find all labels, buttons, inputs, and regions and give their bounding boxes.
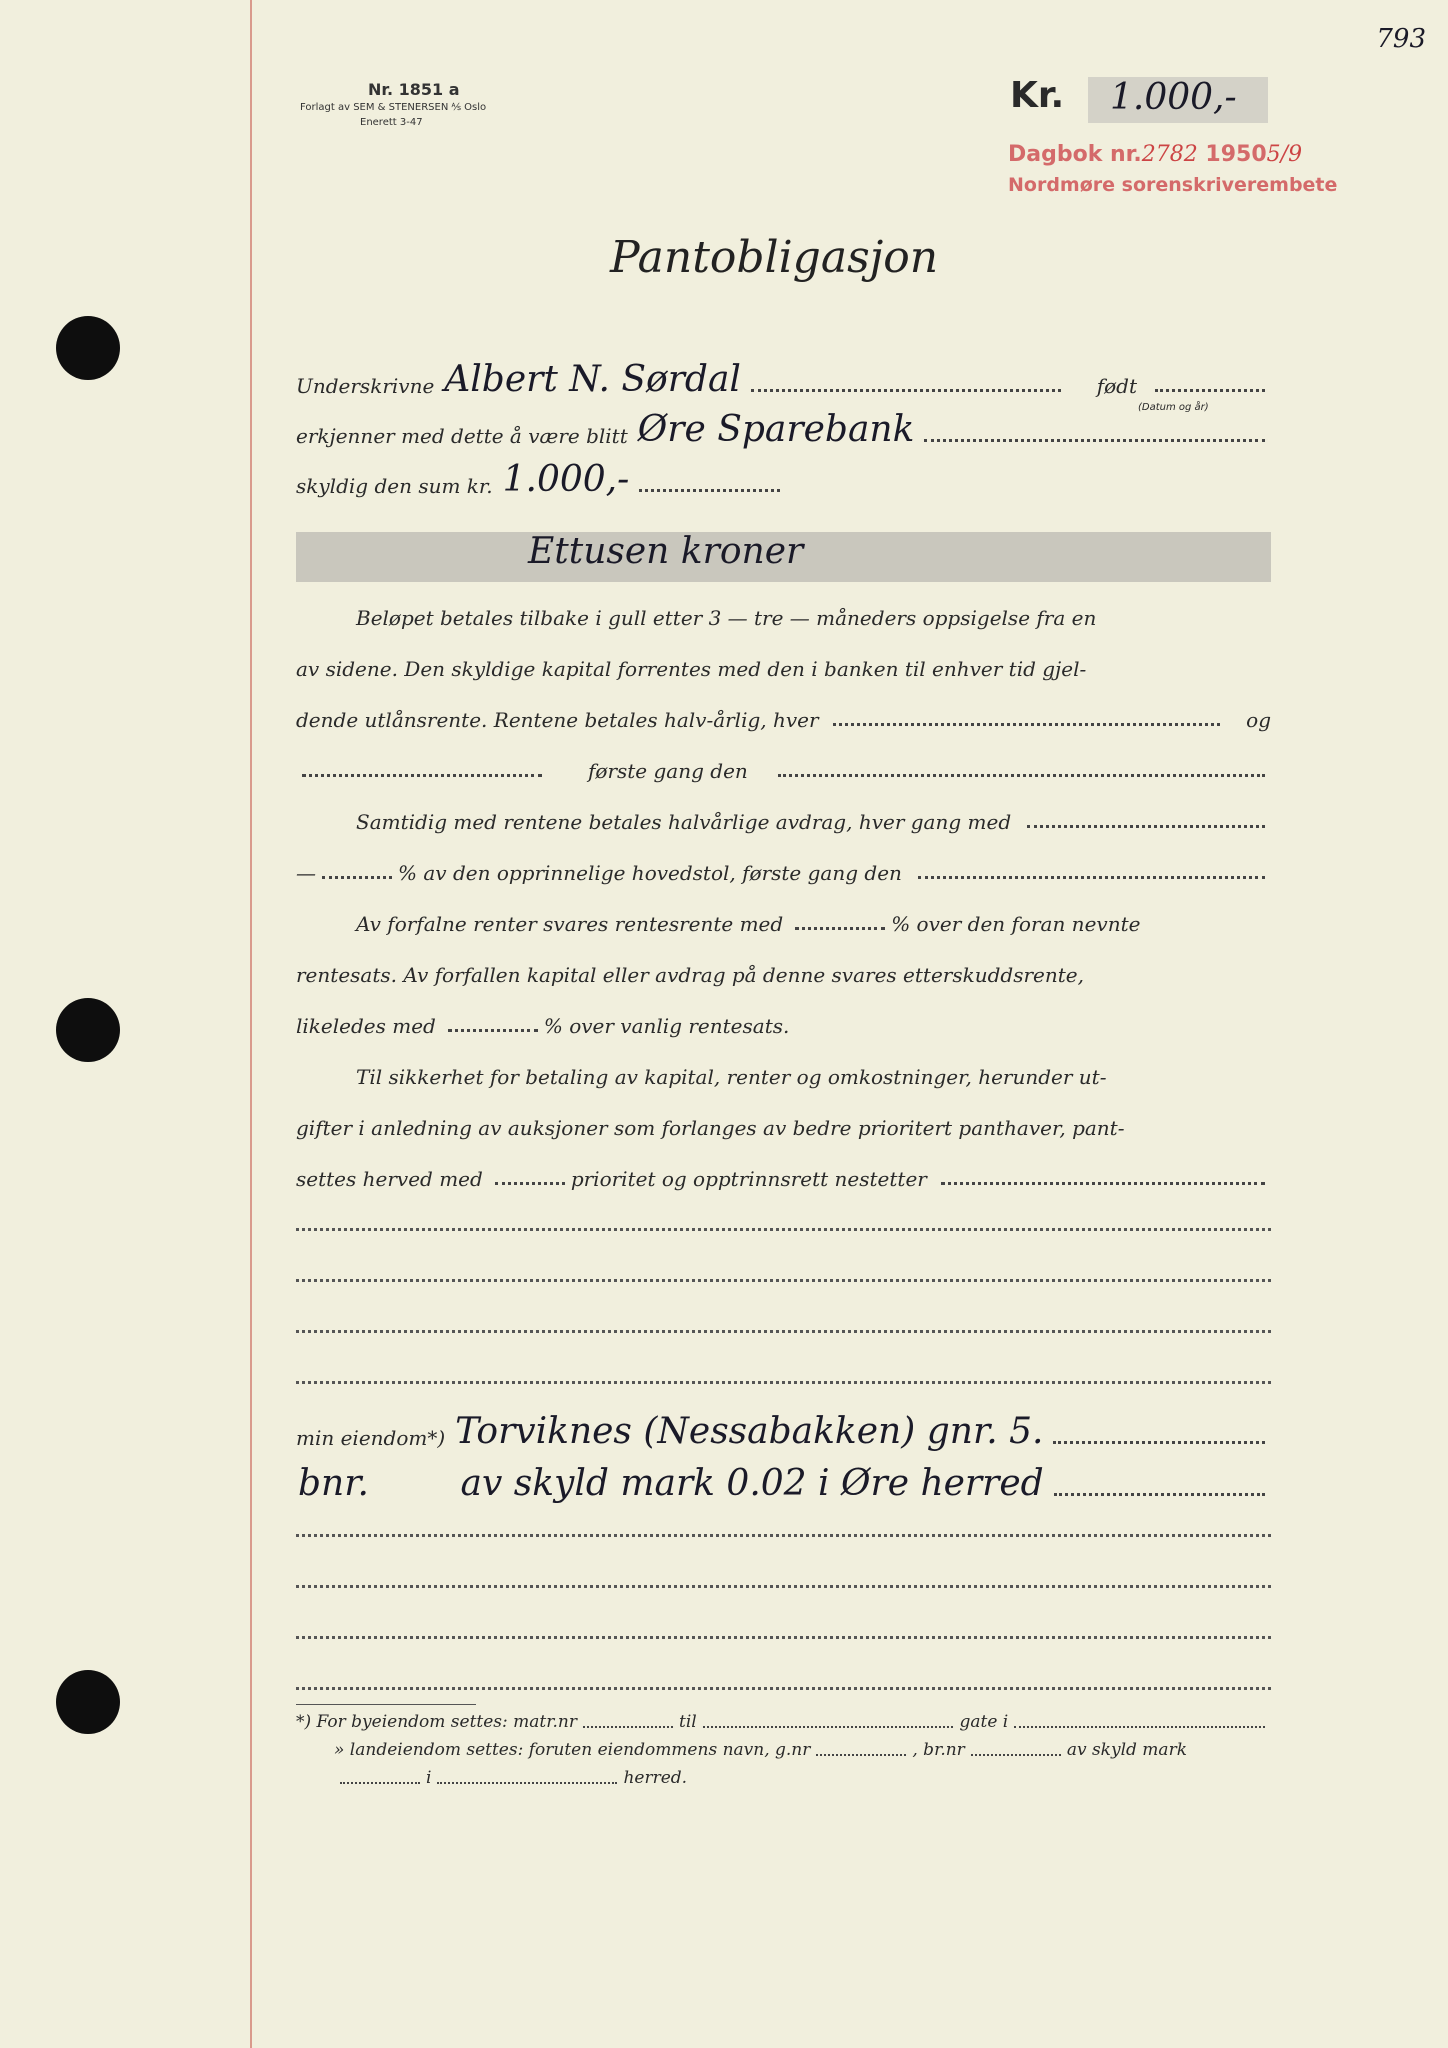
dotted-line xyxy=(703,1725,954,1728)
undersigned-value: Albert N. Sørdal xyxy=(444,359,741,400)
text-line xyxy=(296,692,1271,732)
blank-dotted-line xyxy=(296,1380,1271,1384)
dotted-line xyxy=(583,1725,673,1728)
text-line-content: prioritet og opptrinnsrett nestetter xyxy=(570,1167,927,1191)
property-label: min eiendom*) xyxy=(296,1426,446,1450)
page-number: 793 xyxy=(1376,24,1426,54)
form-number: Nr. 1851 a xyxy=(368,80,460,99)
text-line-content: Av forfalne renter svares rentesrente med xyxy=(356,912,784,936)
text-line-content: Til sikkerhet for betaling av kapital, renter og omkostninger, herunder ut- xyxy=(356,1065,1107,1089)
text-line-content: av sidene. Den skyldige kapital forrentes med den i banken til enhver tid gjel- xyxy=(296,657,1087,681)
amount-words-bar xyxy=(296,532,1271,582)
footnote-text: » landeiendom settes: foruten eiendommens navn, g.nr xyxy=(334,1740,811,1760)
stamp-year: 1950 xyxy=(1205,142,1267,167)
text-line xyxy=(296,947,1271,987)
property-row xyxy=(296,1410,1271,1450)
text-line xyxy=(296,743,1271,783)
text-line-content: settes herved med xyxy=(296,1167,483,1191)
footnote-text: gate i xyxy=(959,1712,1009,1732)
dotted-line xyxy=(795,926,885,930)
punch-hole xyxy=(56,1670,120,1734)
text-line xyxy=(296,1100,1271,1140)
text-line-content: Samtidig med rentene betales halvårlige avdrag, hver gang med xyxy=(356,810,1012,834)
text-line-content: % over den foran nevnte xyxy=(891,912,1141,936)
creditor-value: Øre Sparebank xyxy=(637,409,915,450)
text-line xyxy=(356,896,1271,936)
dotted-line xyxy=(924,438,1265,442)
dotted-line xyxy=(1053,1440,1265,1444)
owe-row xyxy=(296,458,786,498)
margin-rule xyxy=(250,0,252,2048)
text-line-content: — xyxy=(296,861,316,885)
undersigned-label: Underskrivne xyxy=(296,374,435,398)
owe-label: skyldig den sum kr. xyxy=(296,474,493,498)
dotted-line xyxy=(340,1781,420,1784)
text-line xyxy=(356,794,1271,834)
born-hint: (Datum og år) xyxy=(1138,402,1209,413)
born-label: født xyxy=(1096,374,1137,398)
text-line-content: gifter i anledning av auksjoner som forlanges av bedre prioritert panthaver, pant- xyxy=(296,1116,1125,1140)
dotted-line xyxy=(918,875,1265,879)
dotted-line xyxy=(971,1753,1061,1756)
blank-dotted-line xyxy=(296,1584,1271,1588)
blank-dotted-line xyxy=(296,1533,1271,1537)
text-line-content: % over vanlig rentesats. xyxy=(543,1014,790,1038)
dagbok-number: 2782 xyxy=(1141,142,1198,167)
dagbok-label: Dagbok nr. xyxy=(1008,142,1142,167)
text-line-content: rentesats. Av forfallen kapital eller avdrag på denne svares etterskuddsrente, xyxy=(296,963,1084,987)
footnote-line xyxy=(334,1740,1271,1760)
stamp-office: Nordmøre sorenskriverembete xyxy=(1008,174,1338,196)
text-line xyxy=(296,998,876,1038)
text-line-content: likeledes med xyxy=(296,1014,436,1038)
publisher-line: Forlagt av SEM & STENERSEN ⅍ Oslo xyxy=(300,102,487,113)
footnote-line xyxy=(296,1712,1271,1732)
form-meta xyxy=(300,80,486,129)
document-title: Pantobligasjon xyxy=(610,232,939,283)
text-line xyxy=(356,1049,1271,1089)
footnote-rule xyxy=(296,1704,476,1705)
registry-stamp xyxy=(1008,140,1337,200)
punch-hole xyxy=(56,998,120,1062)
dotted-line xyxy=(833,722,1221,726)
undersigned-row xyxy=(296,358,1271,398)
dotted-line xyxy=(1014,1725,1265,1728)
blank-dotted-line xyxy=(296,1278,1271,1282)
dotted-line xyxy=(639,488,780,492)
text-line-content: dende utlånsrente. Rentene betales halv-årlig, hver xyxy=(296,708,819,732)
dotted-line xyxy=(1027,824,1265,828)
text-line xyxy=(296,641,1271,681)
dotted-line xyxy=(751,388,1061,392)
blank-dotted-line xyxy=(296,1329,1271,1333)
dotted-line xyxy=(1054,1492,1265,1496)
owe-value: 1.000,- xyxy=(502,459,630,500)
footnote-text: til xyxy=(679,1712,697,1732)
property-value: Torviknes (Nessabakken) gnr. 5. xyxy=(455,1411,1044,1452)
dotted-line xyxy=(448,1028,538,1032)
text-line xyxy=(296,845,1271,885)
publisher-line: Enerett 3-47 xyxy=(360,117,423,128)
property-value: bnr. av skyld mark 0.02 i Øre herred xyxy=(298,1463,1044,1504)
dotted-line xyxy=(1155,388,1265,392)
dotted-line xyxy=(322,875,392,879)
text-line-content: % av den opprinnelige hovedstol, første gang den xyxy=(398,861,902,885)
property-row xyxy=(296,1462,1271,1502)
dotted-line xyxy=(495,1181,565,1185)
stamp-date: 5/9 xyxy=(1266,142,1303,167)
dotted-line xyxy=(302,773,542,777)
footnote-line xyxy=(334,1768,794,1788)
amount-label: Kr. xyxy=(1010,75,1065,116)
text-line xyxy=(356,590,1271,630)
blank-dotted-line xyxy=(296,1635,1271,1639)
text-line-content: første gang den xyxy=(588,759,748,783)
dotted-line xyxy=(941,1181,1265,1185)
amount-block xyxy=(1010,75,1237,118)
text-line-content: Beløpet betales tilbake i gull etter 3 — tre — måneders oppsigelse fra en xyxy=(356,606,1097,630)
dotted-line xyxy=(816,1753,906,1756)
punch-hole xyxy=(56,316,120,380)
footnote-text: *) For byeiendom settes: matr.nr xyxy=(296,1712,577,1732)
amount-value: 1.000,- xyxy=(1110,77,1237,118)
amount-words: Ettusen kroner xyxy=(528,531,804,572)
blank-dotted-line xyxy=(296,1227,1271,1231)
footnote-text: av skyld mark xyxy=(1066,1740,1187,1760)
footnote-text: i xyxy=(426,1768,432,1788)
footnote-text: herred. xyxy=(623,1768,688,1788)
dotted-line xyxy=(778,773,1265,777)
blank-dotted-line xyxy=(296,1686,1271,1690)
footnote-text: , br.nr xyxy=(912,1740,965,1760)
text-line-content: og xyxy=(1246,708,1271,732)
acknowledge-label: erkjenner med dette å være blitt xyxy=(296,424,628,448)
text-line xyxy=(296,1151,1271,1191)
dotted-line xyxy=(437,1781,617,1784)
acknowledge-row xyxy=(296,408,1271,448)
